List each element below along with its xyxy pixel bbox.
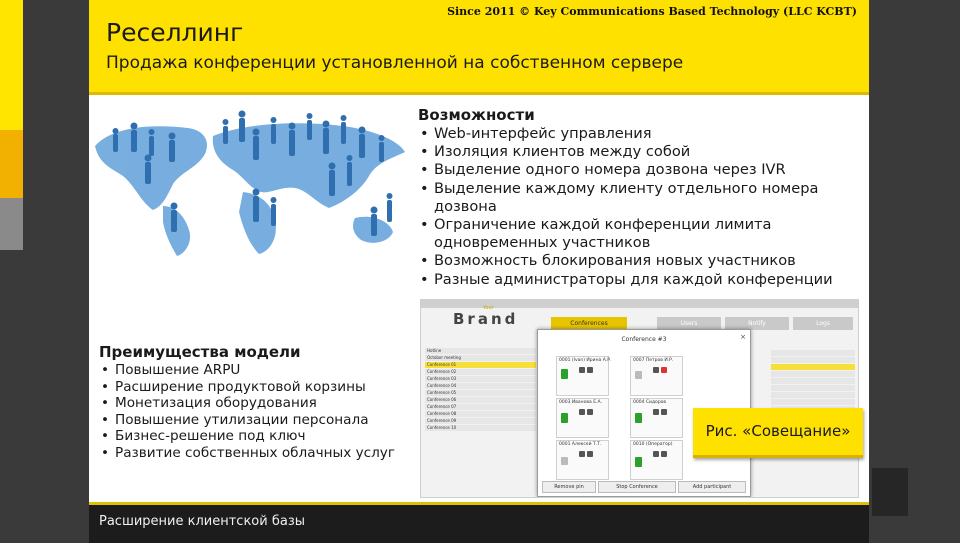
- mic-icon[interactable]: [579, 409, 585, 415]
- world-map-people-image: [93, 106, 411, 256]
- participant-card[interactable]: [556, 440, 609, 480]
- phone-icon[interactable]: [661, 451, 667, 457]
- participant-card[interactable]: [630, 440, 683, 480]
- app-brand-small: Your: [483, 305, 494, 311]
- slide-header: [89, 0, 869, 95]
- participant-name: 0003 Иванова Е.А.: [559, 400, 602, 405]
- participant-name: 0007 Петров И.Р.: [633, 358, 674, 363]
- table-row[interactable]: Conference 06: [425, 397, 536, 403]
- table-row[interactable]: Conference 03: [425, 376, 536, 382]
- features-item: • Ограничение каждой конференции лимита одновременных участников: [418, 216, 864, 252]
- table-row[interactable]: October meeting: [425, 355, 536, 361]
- mic-icon[interactable]: [653, 409, 659, 415]
- table-row[interactable]: Conference 10: [425, 425, 536, 431]
- remove-pin-button[interactable]: Remove pin: [542, 481, 596, 493]
- features-item: • Разные администраторы для каждой конференции: [418, 271, 864, 289]
- conference-table: [425, 348, 536, 432]
- stop-conference-button[interactable]: Stop Conference: [598, 481, 676, 493]
- features-item: • Изоляция клиентов между собой: [418, 143, 864, 161]
- advantages-item: • Повышение утилизации персонала: [99, 412, 429, 429]
- table-row[interactable]: Conference 01: [425, 362, 536, 368]
- participant-card[interactable]: [630, 398, 683, 438]
- phone-icon[interactable]: [661, 409, 667, 415]
- advantages-item: • Повышение ARPU: [99, 362, 429, 379]
- left-decor-strip: [0, 0, 23, 540]
- mic-icon[interactable]: [653, 451, 659, 457]
- participant-name: 0004 Сидоров: [633, 400, 667, 405]
- phone-icon[interactable]: [587, 451, 593, 457]
- footer-text: Расширение клиентской базы: [99, 514, 306, 529]
- features-section: [418, 106, 864, 289]
- credit-text: Since 2011 © Key Communications Based Technology (LLC KCBT): [447, 5, 857, 18]
- slide-title: Реселлинг: [106, 18, 244, 47]
- speaker-icon: [561, 457, 568, 465]
- door-icon: [635, 413, 642, 423]
- mic-icon[interactable]: [653, 367, 659, 373]
- advantages-item: • Бизнес-решение под ключ: [99, 428, 429, 445]
- participant-name: 0001 Алексей Т.Т.: [559, 442, 602, 447]
- features-title: Возможности: [418, 106, 535, 124]
- phone-icon[interactable]: [587, 409, 593, 415]
- add-participant-button[interactable]: Add participant: [678, 481, 746, 493]
- tab-users[interactable]: Users: [657, 317, 721, 330]
- speaker-icon: [635, 371, 642, 379]
- table-row[interactable]: Hotline: [425, 348, 536, 354]
- conference-app-screenshot: [420, 299, 859, 498]
- table-cell: [771, 350, 855, 356]
- table-cell: [771, 371, 855, 377]
- table-row[interactable]: Conference 09: [425, 418, 536, 424]
- table-row[interactable]: Conference 02: [425, 369, 536, 375]
- right-decor-box: [872, 468, 908, 516]
- participant-name: 0010 (Оператор): [633, 442, 673, 447]
- table-cell: [771, 357, 855, 363]
- app-brand-logo: Brand: [453, 310, 519, 328]
- features-item: • Web-интерфейс управления: [418, 125, 864, 143]
- advantages-title: Преимущества модели: [99, 343, 301, 361]
- close-icon[interactable]: ×: [740, 333, 746, 341]
- slide-subtitle: Продажа конференции установленной на собственном сервере: [106, 53, 684, 73]
- slide-footer: [89, 502, 869, 543]
- table-row[interactable]: Conference 08: [425, 411, 536, 417]
- table-cell: [771, 378, 855, 384]
- door-icon: [561, 369, 568, 379]
- participant-card[interactable]: [556, 398, 609, 438]
- table-cell: [771, 385, 855, 391]
- table-row[interactable]: Conference 04: [425, 383, 536, 389]
- figure-caption: Рис. «Совещание»: [705, 422, 851, 440]
- table-row[interactable]: Conference 05: [425, 390, 536, 396]
- tab-conferences[interactable]: Conferences: [551, 317, 627, 330]
- phone-icon[interactable]: [587, 367, 593, 373]
- door-icon: [635, 457, 642, 467]
- features-item: • Выделение одного номера дозвона через IVR: [418, 161, 864, 179]
- features-item: • Возможность блокирования новых участников: [418, 252, 864, 270]
- features-item: • Выделение каждому клиенту отдельного номера дозвона: [418, 180, 864, 216]
- participant-name: 0001 (Ivan) Ирина А.Р.: [559, 358, 612, 363]
- advantages-item: • Расширение продуктовой корзины: [99, 379, 429, 396]
- slide: [89, 0, 869, 540]
- mic-icon[interactable]: [579, 451, 585, 457]
- participant-card[interactable]: [630, 356, 683, 396]
- advantages-item: • Развитие собственных облачных услуг: [99, 445, 429, 462]
- advantages-list: [99, 362, 429, 462]
- table-cell: [771, 392, 855, 398]
- door-icon: [561, 413, 568, 423]
- tab-notify[interactable]: Notify: [725, 317, 789, 330]
- features-list: [418, 125, 864, 289]
- table-cell: [771, 399, 855, 405]
- tab-logs[interactable]: Logs: [793, 317, 853, 330]
- left-decor-gray: [0, 198, 23, 250]
- table-row[interactable]: Conference 07: [425, 404, 536, 410]
- dialog-title: Conference #3: [621, 336, 667, 343]
- figure-callout: [693, 408, 863, 458]
- table-cell: [771, 364, 855, 370]
- left-decor-orange: [0, 130, 23, 198]
- phone-icon[interactable]: [661, 367, 667, 373]
- left-decor-yellow: [0, 0, 23, 130]
- participant-card[interactable]: [556, 356, 612, 396]
- mic-icon[interactable]: [579, 367, 585, 373]
- advantages-section: [99, 343, 429, 462]
- advantages-item: • Монетизация оборудования: [99, 395, 429, 412]
